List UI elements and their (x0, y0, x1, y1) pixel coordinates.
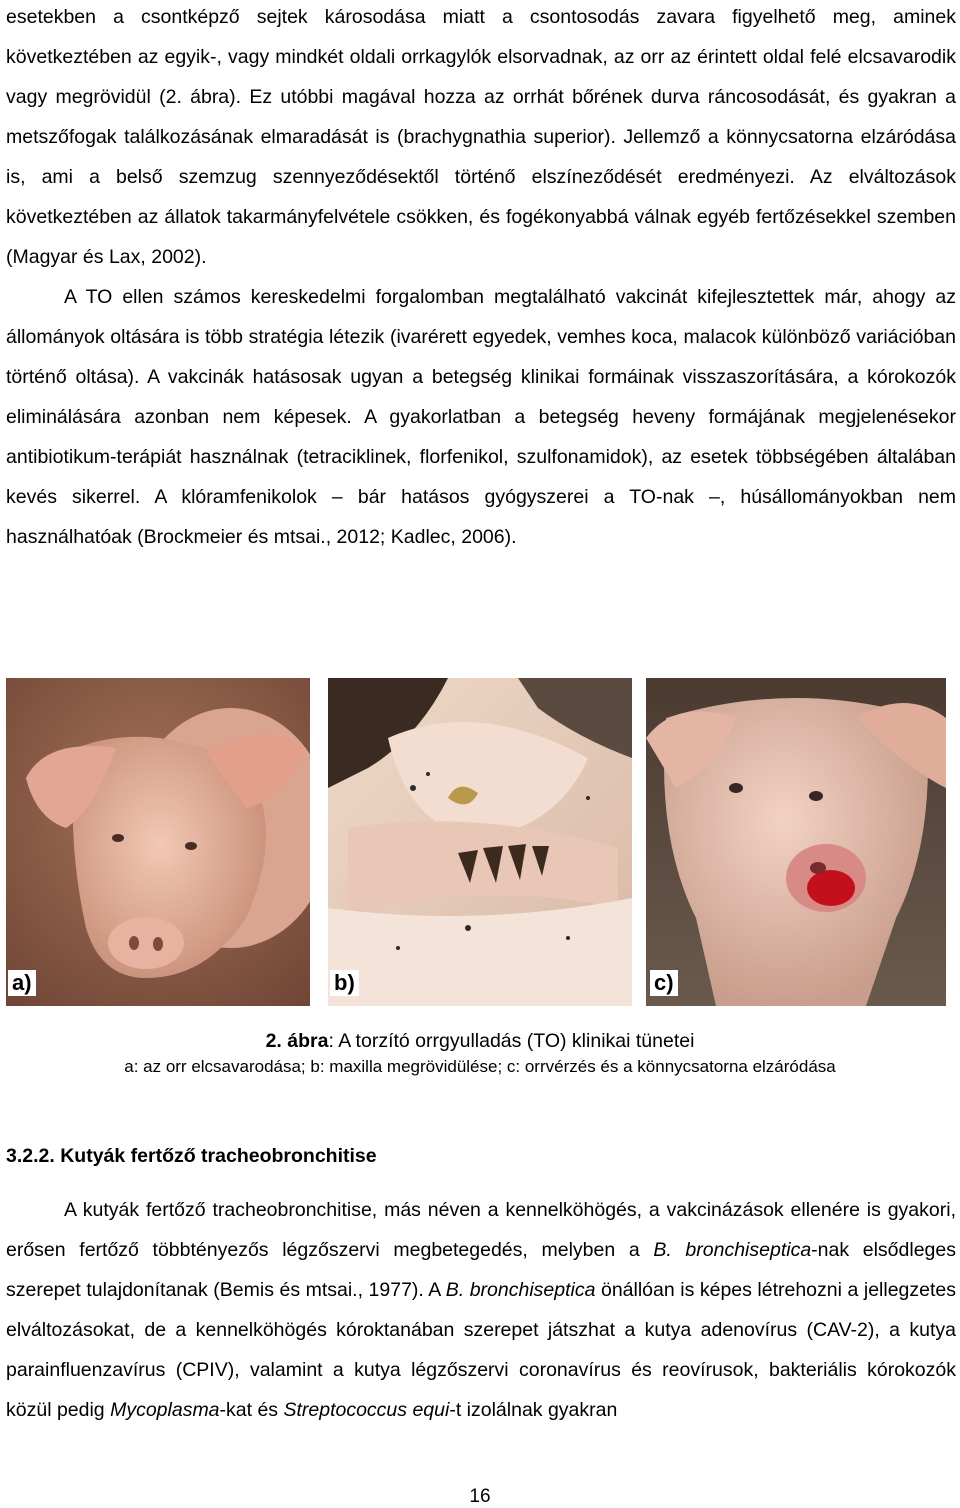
panel-label-c: c) (650, 970, 678, 996)
photo-panel-a (6, 678, 310, 1006)
genus-name: Mycoplasma (110, 1399, 220, 1421)
figure-caption-subtitle: a: az orr elcsavarodása; b: maxilla megrövidülése; c: orrvérzés és a könnycsatorna elzáródása (124, 1057, 836, 1076)
figure-caption-text: : A torzító orrgyulladás (TO) klinikai tünetei (328, 1030, 695, 1052)
species-name-2: B. bronchiseptica (445, 1279, 596, 1301)
figure-caption-title (0, 1030, 960, 1053)
paragraph-3-part-5: -t izolálnak gyakran (449, 1399, 618, 1421)
paragraph-3-part-3: önállóan is képes létrehozni a jellegzetes elváltozásokat, de a kennelköhögés kóroktanában szerepet játszhat a kutya adenovírus (CAV-2), a kutya parainfluenzavírus (CPIV), valamint a kutya légzőszervi coronavírus és reovírusok, bakteriális kórokozók közül pedig (6, 1279, 956, 1421)
panel-label-b: b) (330, 970, 359, 996)
section-heading: 3.2.2. Kutyák fertőző tracheobronchitise (6, 1145, 377, 1167)
bleeding-snout-image (646, 678, 946, 1006)
panel-label-a: a) (8, 970, 36, 996)
paragraph-3-part-4: -kat és (219, 1399, 284, 1421)
paragraph-3-part-1: A kutyák fertőző tracheobronchitise, más néven a kennelköhögés, a vakcinázások ellenére is gyakori, erősen fertőző többtényezős légzőszervi megbetegedés, melyben a (6, 1199, 956, 1261)
species-name-3: Streptococcus equi (283, 1399, 450, 1421)
photo-panel-c (646, 678, 946, 1006)
paragraph-1: esetekben a csontképző sejtek károsodása miatt a csontosodás zavara figyelhető meg, aminek következtében az egyik-, vagy mindkét oldali orrkagylók elsorvadnak, az orr az érintett oldal felé elcsavarodik vagy megrövidül (2. ábra). Ez utóbbi magával hozza az orrhát bőrének durva ráncosodását, és gyakran a metszőfogak találkozásának elmaradását is (brachygnathia superior). Jellemző a könnycsatorna elzáródása is, ami a belső szemzug szennyeződésektől történő elszíneződését eredményezi. Az elváltozások következtében az állatok takarmányfelvétele csökken, és fogékonyabbá válnak egyéb fertőzésekkel szemben (Magyar és Lax, 2002). (6, 6, 956, 268)
page-number: 16 (469, 1486, 491, 1507)
paragraph-3-part-2: -nak elsődleges szerepet tulajdonítanak (Bemis és mtsai., 1977). A (6, 1239, 956, 1301)
photo-panel-b (328, 678, 632, 1006)
pig-twisted-snout-image (6, 678, 310, 1006)
paragraph-3 (6, 1190, 956, 1430)
body-text-bottom (6, 1190, 956, 1430)
species-name-1: B. bronchiseptica (653, 1239, 812, 1261)
figure-caption-number: 2. ábra (265, 1030, 329, 1052)
maxilla-teeth-image (328, 678, 632, 1006)
paragraph-2: A TO ellen számos kereskedelmi forgalomban megtalálható vakcinát kifejlesztettek már, ahogy az állományok oltására is több stratégia létezik (ivarérett egyedek, vemhes koca, malacok különböző variációban történő oltása). A vakcinák hatásosak ugyan a betegség klinikai formáinak visszaszorítására, a kórokozók eliminálására azonban nem képesek. A gyakorlatban a betegség heveny formájának megjelenésekor antibiotikum-terápiát használnak (tetraciklinek, florfenikol, szulfonamidok), az esetek többségében általában kevés sikerrel. A klóramfenikolok – bár hatásos gyógyszerei a TO-nak –, húsállományokban nem használhatóak (Brockmeier és mtsai., 2012; Kadlec, 2006). (6, 286, 956, 548)
body-text-top (6, 0, 956, 557)
figure-2 (6, 678, 946, 1006)
